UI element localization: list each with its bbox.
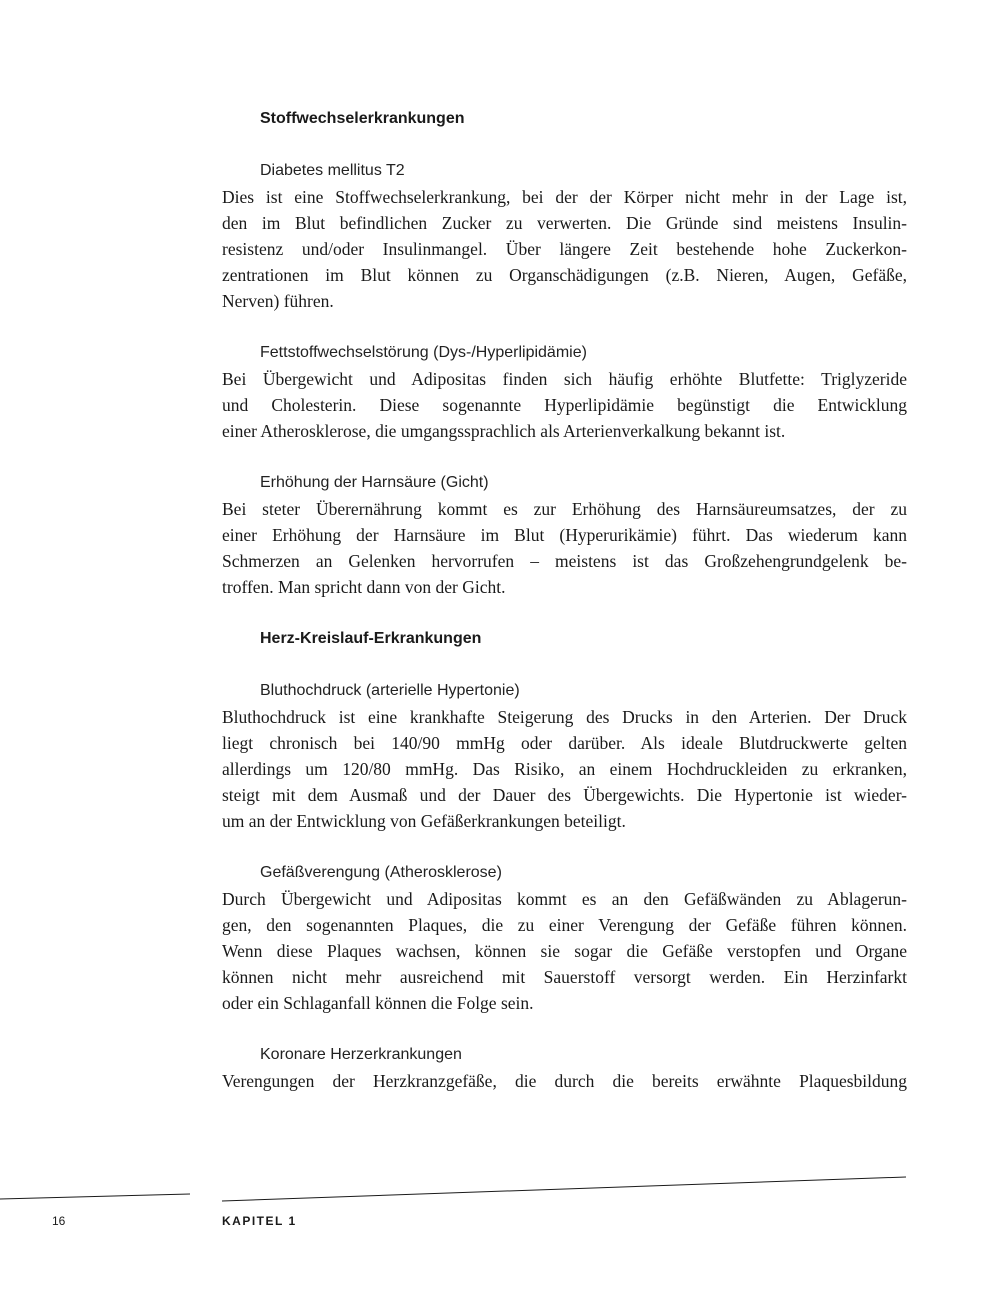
section-title: Stoffwechselerkrankungen	[260, 110, 465, 127]
text-line: gen, den sogenannten Plaques, die zu einer Verengung der Gefäße führen können.	[222, 915, 907, 935]
footer-rule-left	[0, 1194, 190, 1199]
text-line: einer Atherosklerose, die umgangssprachlich als Arterienverkalkung bekannt ist.	[222, 421, 786, 441]
chapter-label: KAPITEL 1	[222, 1214, 297, 1228]
paragraph	[222, 1068, 907, 1094]
subsection-title: Erhöhung der Harnsäure (Gicht)	[260, 474, 489, 491]
text-line: zentrationen im Blut können zu Organschädigungen (z.B. Nieren, Augen, Gefäße,	[222, 265, 907, 285]
subsection-title: Fettstoffwechselstörung (Dys-/Hyperlipidämie)	[260, 344, 587, 361]
page-body	[222, 106, 907, 1120]
text-line: Verengungen der Herzkranzgefäße, die durch die bereits erwähnte Plaquesbildung	[222, 1071, 907, 1091]
text-line: oder ein Schlaganfall können die Folge sein.	[222, 993, 534, 1013]
text-line: Dies ist eine Stoffwechselerkrankung, bei der der Körper nicht mehr in der Lage ist,	[222, 187, 907, 207]
text-line: liegt chronisch bei 140/90 mmHg oder darüber. Als ideale Blutdruckwerte gelten	[222, 733, 907, 753]
footer-rule-right	[222, 1177, 906, 1201]
subsection-title: Diabetes mellitus T2	[260, 162, 405, 179]
section-title: Herz-Kreislauf-Erkrankungen	[260, 630, 482, 647]
text-line: allerdings um 120/80 mmHg. Das Risiko, an einem Hochdruckleiden zu erkranken,	[222, 759, 907, 779]
subsection-title: Koronare Herzerkrankungen	[260, 1046, 462, 1063]
text-line: steigt mit dem Ausmaß und der Dauer des Übergewichts. Die Hypertonie ist wieder-	[222, 785, 907, 805]
text-line: den im Blut befindlichen Zucker zu verwerten. Die Gründe sind meistens Insulin-	[222, 213, 907, 233]
subsection-title: Bluthochdruck (arterielle Hypertonie)	[260, 682, 520, 699]
paragraph	[222, 704, 907, 834]
text-line: Schmerzen an Gelenken hervorrufen – meistens ist das Großzehengrundgelenk be-	[222, 551, 907, 571]
text-line: können nicht mehr ausreichend mit Sauerstoff versorgt werden. Ein Herzinfarkt	[222, 967, 907, 987]
text-line: Bluthochdruck ist eine krankhafte Steigerung des Drucks in den Arterien. Der Druck	[222, 707, 907, 727]
text-line: Durch Übergewicht und Adipositas kommt es an den Gefäßwänden zu Ablagerun-	[222, 889, 907, 909]
paragraph	[222, 366, 907, 444]
footer-rules	[0, 1175, 1000, 1205]
text-line: Bei steter Überernährung kommt es zur Erhöhung des Harnsäureumsatzes, der zu	[222, 499, 907, 519]
text-line: um an der Entwicklung von Gefäßerkrankungen beteiligt.	[222, 811, 626, 831]
text-line: und Cholesterin. Diese sogenannte Hyperlipidämie begünstigt die Entwicklung	[222, 395, 907, 415]
paragraph	[222, 184, 907, 314]
text-line: Wenn diese Plaques wachsen, können sie sogar die Gefäße verstopfen und Organe	[222, 941, 907, 961]
text-line: Bei Übergewicht und Adipositas finden sich häufig erhöhte Blutfette: Triglyzeride	[222, 369, 907, 389]
paragraph	[222, 496, 907, 600]
page-number: 16	[52, 1214, 66, 1228]
text-line: Nerven) führen.	[222, 291, 334, 311]
subsection-title: Gefäßverengung (Atherosklerose)	[260, 864, 502, 881]
text-line: einer Erhöhung der Harnsäure im Blut (Hyperurikämie) führt. Das wiederum kann	[222, 525, 907, 545]
text-line: resistenz und/oder Insulinmangel. Über längere Zeit bestehende hohe Zuckerkon-	[222, 239, 907, 259]
text-line: troffen. Man spricht dann von der Gicht.	[222, 577, 506, 597]
paragraph	[222, 886, 907, 1016]
